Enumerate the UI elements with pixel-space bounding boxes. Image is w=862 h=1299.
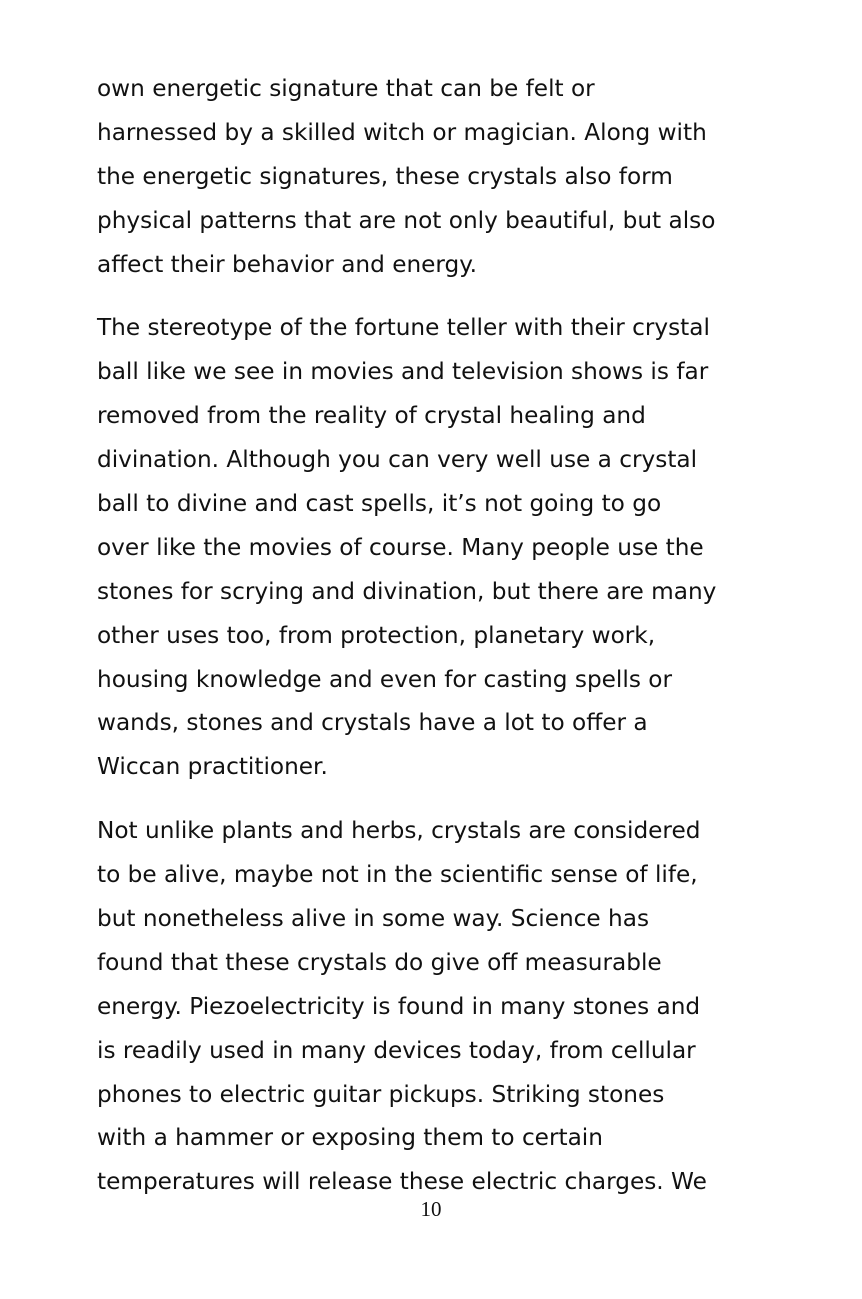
text-line: but nonetheless alive in some way. Science has bbox=[97, 905, 650, 933]
text-line: the energetic signatures, these crystals also form bbox=[97, 162, 673, 190]
text-line: harnessed by a skilled witch or magician. Along with bbox=[97, 118, 707, 146]
text-line: physical patterns that are not only beautiful, but also bbox=[97, 206, 716, 234]
text-line: is readily used in many devices today, from cellular bbox=[97, 1036, 696, 1064]
text-line: wands, stones and crystals have a lot to offer a bbox=[97, 709, 648, 737]
text-line: The stereotype of the fortune teller with their crystal bbox=[97, 314, 710, 342]
text-line: Not unlike plants and herbs, crystals are considered bbox=[97, 817, 701, 845]
text-line: stones for scrying and divination, but there are many bbox=[97, 577, 717, 605]
paragraph-2 bbox=[97, 306, 777, 789]
text-line: found that these crystals do give off measurable bbox=[97, 948, 662, 976]
text-line: ball to divine and cast spells, it’s not going to go bbox=[97, 490, 662, 518]
body-text bbox=[97, 67, 777, 1204]
text-line: affect their behavior and energy. bbox=[97, 250, 478, 278]
text-line: temperatures will release these electric charges. We bbox=[97, 1168, 707, 1196]
text-line: Wiccan practitioner. bbox=[97, 753, 328, 781]
paragraph-3 bbox=[97, 809, 777, 1204]
text-line: energy. Piezoelectricity is found in many stones and bbox=[97, 992, 701, 1020]
text-line: other uses too, from protection, planetary work, bbox=[97, 621, 656, 649]
page-number: 10 bbox=[420, 1197, 442, 1221]
text-line: over like the movies of course. Many people use the bbox=[97, 533, 704, 561]
text-line: divination. Although you can very well use a crystal bbox=[97, 446, 698, 474]
text-line: ball like we see in movies and television shows is far bbox=[97, 358, 709, 386]
text-line: phones to electric guitar pickups. Striking stones bbox=[97, 1080, 665, 1108]
paragraph-1 bbox=[97, 67, 777, 286]
text-line: removed from the reality of crystal healing and bbox=[97, 402, 646, 430]
text-line: own energetic signature that can be felt or bbox=[97, 75, 595, 102]
text-line: to be alive, maybe not in the scientific sense of life, bbox=[97, 861, 698, 889]
text-line: with a hammer or exposing them to certain bbox=[97, 1124, 603, 1152]
text-line: housing knowledge and even for casting spells or bbox=[97, 665, 672, 693]
